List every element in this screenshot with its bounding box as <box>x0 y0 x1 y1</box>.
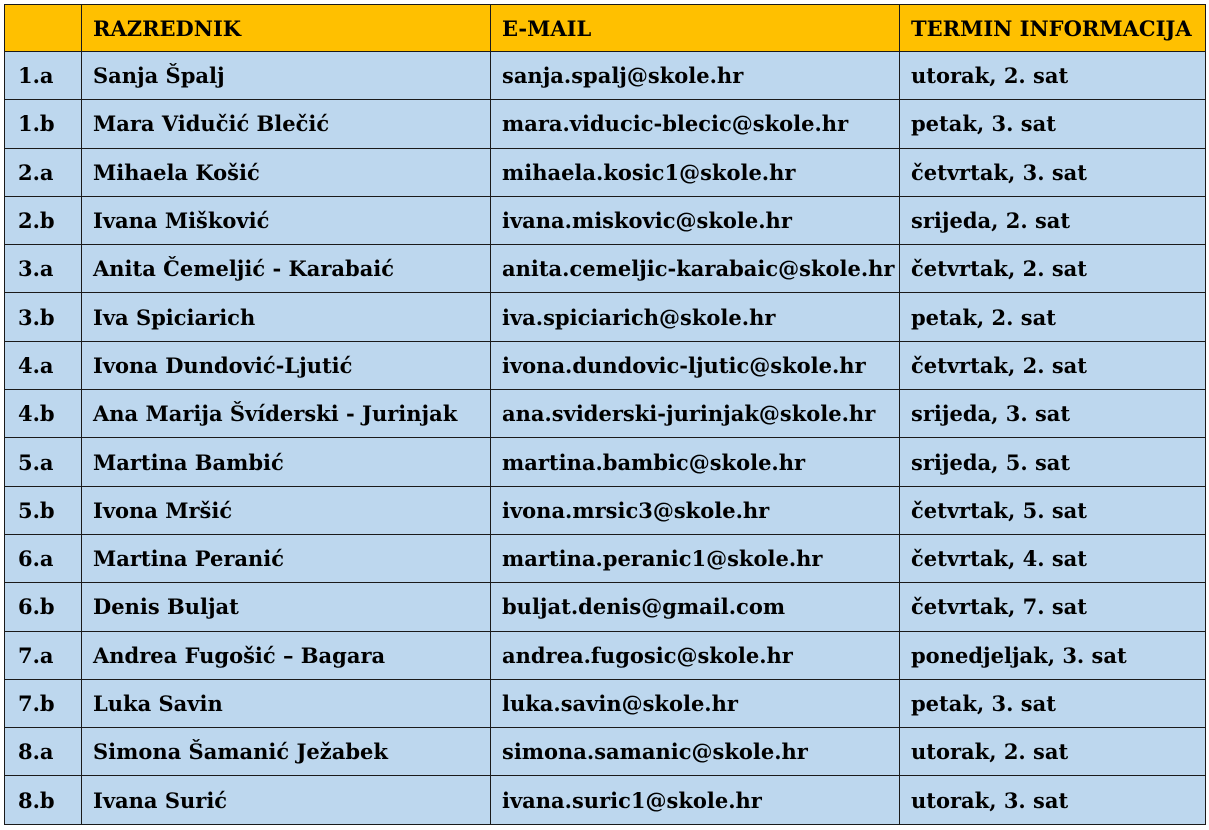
cell-class: 4.a <box>5 341 82 389</box>
cell-meeting-time: utorak, 3. sat <box>900 776 1206 824</box>
cell-class: 4.b <box>5 390 82 438</box>
cell-email: mihaela.kosic1@skole.hr <box>491 148 900 196</box>
cell-class: 7.b <box>5 679 82 727</box>
cell-teacher: Simona Šamanić Ježabek <box>82 728 491 776</box>
table-row <box>5 679 1206 727</box>
cell-class: 2.b <box>5 196 82 244</box>
cell-teacher: Ivana Mišković <box>82 196 491 244</box>
cell-class: 8.b <box>5 776 82 824</box>
table-row <box>5 100 1206 148</box>
cell-teacher: Ivona Dundović-Ljutić <box>82 341 491 389</box>
header-row <box>5 5 1206 52</box>
cell-email: martina.peranic1@skole.hr <box>491 534 900 582</box>
cell-email: ivona.dundovic-ljutic@skole.hr <box>491 341 900 389</box>
table-row <box>5 341 1206 389</box>
cell-email: luka.savin@skole.hr <box>491 679 900 727</box>
cell-teacher: Mihaela Košić <box>82 148 491 196</box>
cell-email: martina.bambic@skole.hr <box>491 438 900 486</box>
table-row <box>5 52 1206 100</box>
cell-class: 1.b <box>5 100 82 148</box>
cell-email: andrea.fugosic@skole.hr <box>491 631 900 679</box>
cell-meeting-time: četvrtak, 2. sat <box>900 341 1206 389</box>
table-row <box>5 196 1206 244</box>
header-class <box>5 5 82 52</box>
cell-teacher: Anita Čemeljić - Karabaić <box>82 245 491 293</box>
table-row <box>5 390 1206 438</box>
cell-meeting-time: četvrtak, 3. sat <box>900 148 1206 196</box>
cell-meeting-time: srijeda, 2. sat <box>900 196 1206 244</box>
cell-teacher: Ivona Mršić <box>82 486 491 534</box>
cell-meeting-time: petak, 2. sat <box>900 293 1206 341</box>
cell-teacher: Martina Peranić <box>82 534 491 582</box>
cell-meeting-time: petak, 3. sat <box>900 679 1206 727</box>
cell-teacher: Ana Marija Švíderski - Jurinjak <box>82 390 491 438</box>
cell-teacher: Mara Vidučić Blečić <box>82 100 491 148</box>
cell-meeting-time: četvrtak, 7. sat <box>900 583 1206 631</box>
cell-email: simona.samanic@skole.hr <box>491 728 900 776</box>
cell-teacher: Sanja Špalj <box>82 52 491 100</box>
table-row <box>5 583 1206 631</box>
cell-class: 3.b <box>5 293 82 341</box>
cell-teacher: Luka Savin <box>82 679 491 727</box>
cell-email: anita.cemeljic-karabaic@skole.hr <box>491 245 900 293</box>
cell-email: sanja.spalj@skole.hr <box>491 52 900 100</box>
cell-email: ivana.miskovic@skole.hr <box>491 196 900 244</box>
cell-class: 6.a <box>5 534 82 582</box>
cell-class: 2.a <box>5 148 82 196</box>
cell-email: ivona.mrsic3@skole.hr <box>491 486 900 534</box>
document-page <box>4 4 1206 825</box>
cell-meeting-time: petak, 3. sat <box>900 100 1206 148</box>
cell-meeting-time: utorak, 2. sat <box>900 52 1206 100</box>
cell-email: ana.sviderski-jurinjak@skole.hr <box>491 390 900 438</box>
cell-meeting-time: četvrtak, 2. sat <box>900 245 1206 293</box>
cell-email: iva.spiciarich@skole.hr <box>491 293 900 341</box>
cell-email: mara.viducic-blecic@skole.hr <box>491 100 900 148</box>
cell-meeting-time: četvrtak, 4. sat <box>900 534 1206 582</box>
cell-meeting-time: ponedjeljak, 3. sat <box>900 631 1206 679</box>
cell-teacher: Ivana Surić <box>82 776 491 824</box>
cell-teacher: Iva Spiciarich <box>82 293 491 341</box>
cell-teacher: Denis Buljat <box>82 583 491 631</box>
cell-teacher: Andrea Fugošić – Bagara <box>82 631 491 679</box>
table-row <box>5 438 1206 486</box>
class-teachers-table <box>4 4 1206 825</box>
cell-class: 5.b <box>5 486 82 534</box>
cell-teacher: Martina Bambić <box>82 438 491 486</box>
table-row <box>5 728 1206 776</box>
header-teacher: RAZREDNIK <box>82 5 491 52</box>
cell-class: 7.a <box>5 631 82 679</box>
cell-class: 1.a <box>5 52 82 100</box>
cell-meeting-time: utorak, 2. sat <box>900 728 1206 776</box>
table-row <box>5 148 1206 196</box>
cell-class: 5.a <box>5 438 82 486</box>
cell-class: 8.a <box>5 728 82 776</box>
table-row <box>5 293 1206 341</box>
cell-meeting-time: srijeda, 3. sat <box>900 390 1206 438</box>
table-row <box>5 534 1206 582</box>
table-row <box>5 776 1206 824</box>
header-email: E-MAIL <box>491 5 900 52</box>
cell-meeting-time: četvrtak, 5. sat <box>900 486 1206 534</box>
cell-email: buljat.denis@gmail.com <box>491 583 900 631</box>
table-row <box>5 486 1206 534</box>
cell-class: 3.a <box>5 245 82 293</box>
header-meeting-time: TERMIN INFORMACIJA <box>900 5 1206 52</box>
table-row <box>5 245 1206 293</box>
cell-meeting-time: srijeda, 5. sat <box>900 438 1206 486</box>
table-row <box>5 631 1206 679</box>
cell-email: ivana.suric1@skole.hr <box>491 776 900 824</box>
cell-class: 6.b <box>5 583 82 631</box>
